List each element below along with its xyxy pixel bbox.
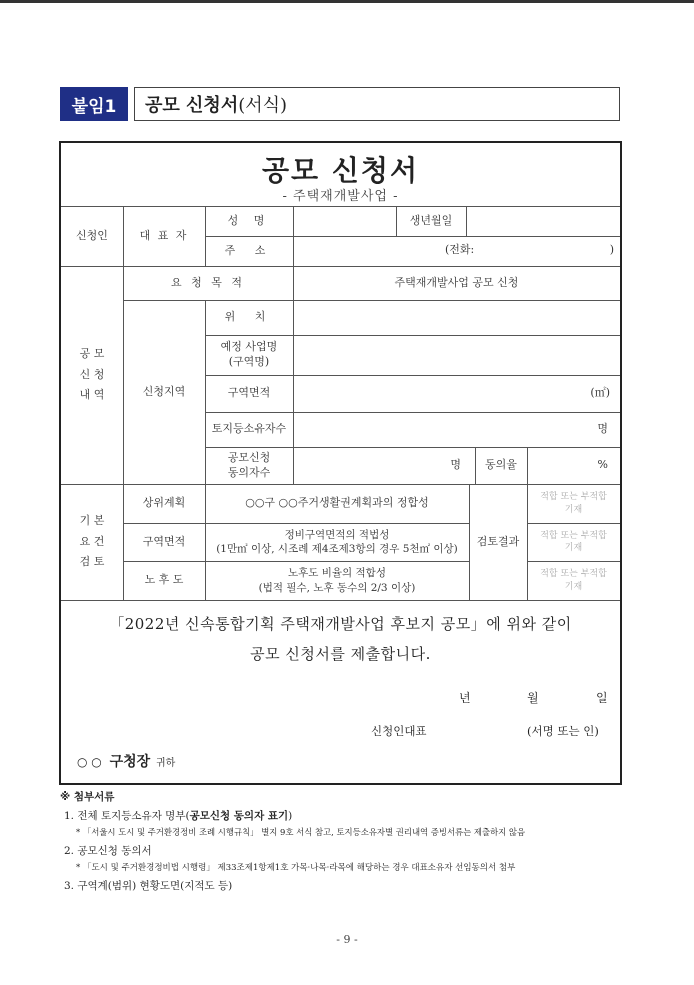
signer-label: 신청인대표 [371, 724, 427, 738]
phone-label: (전화: [445, 243, 475, 256]
attachment-item-1 [64, 808, 292, 823]
address-label: 주 소 [224, 243, 274, 257]
review-row-content: 정비구역면적의 적법성 (1만㎡ 이상, 시조례 제4조제3항의 경우 5천㎡ 이상) [216, 528, 458, 555]
name-label: 성 명 [227, 213, 271, 227]
attachment-note-1: * 「서울시 도시 및 주거환경정비 조례 시행규칙」 별지 9호 서식 참고, 토지등소유자별 권리내역 증빙서류는 제출하지 않음 [76, 827, 526, 837]
review-row-label: 구역면적 [142, 534, 186, 548]
recipient-prefix: ○ ○ [77, 755, 102, 769]
page-number: - 9 - [336, 933, 358, 946]
consent-rate-label: 동의율 [485, 458, 517, 472]
form-subtitle: - 주택재개발사업 - [282, 189, 399, 204]
document-heading [134, 87, 620, 121]
details-section-label: 공 모 신 청 내 역 [79, 346, 105, 402]
attachments-title: ※ 첨부서류 [60, 791, 115, 803]
project-name-field[interactable] [293, 335, 620, 375]
review-row-label: 노 후 도 [144, 573, 184, 587]
attachment-tag: 붙임1 [60, 87, 128, 121]
consent-label: 공모신청 동의자수 [227, 450, 271, 479]
date-month: 월 [527, 691, 539, 705]
application-form [59, 141, 622, 785]
top-border [0, 0, 694, 3]
recipient-suffix: 귀하 [156, 758, 176, 769]
heading-rest: (서식) [238, 95, 288, 116]
location-label: 위 치 [224, 310, 274, 324]
consent-unit: 명 [450, 458, 461, 472]
zone-area-unit: (㎡) [590, 386, 610, 400]
owners-unit: 명 [597, 422, 608, 436]
recipient: 구청장 [109, 754, 151, 770]
attachment-bold: 공모신청 동의자 표기 [189, 810, 289, 822]
representative-label: 대 표 자 [139, 228, 189, 242]
attachment-text: 1. 전체 토지등소유자 명부( [64, 810, 190, 822]
declaration-line1: 「2022년 신속통합기획 주택재개발사업 후보지 공모」에 위와 같이 [109, 615, 572, 633]
attachment-tail: ) [288, 810, 293, 822]
recipient-line [77, 751, 175, 771]
declaration-line2: 공모 신청서를 제출합니다. [250, 645, 431, 663]
attachment-item-2: 2. 공모신청 동의서 [64, 845, 152, 857]
review-row-content: 노후도 비율의 적합성 (법적 필수, 노후 동수의 2/3 이상) [258, 567, 416, 594]
review-section-label: 기 본 요 건 검 토 [79, 513, 105, 569]
address-field[interactable] [293, 236, 620, 266]
dob-field[interactable] [466, 206, 620, 236]
dob-label: 생년월일 [409, 213, 453, 227]
project-name-label: 예정 사업명 (구역명) [220, 340, 278, 368]
consent-field[interactable] [293, 447, 475, 484]
owners-field[interactable] [293, 412, 620, 447]
review-row-result: 적합 또는 부적합 기재 [540, 492, 607, 515]
sign-hint: (서명 또는 인) [527, 724, 599, 738]
review-result-label: 검토결과 [476, 534, 520, 548]
review-row-result: 적합 또는 부적합 기재 [540, 569, 607, 592]
zone-area-label: 구역면적 [227, 386, 271, 400]
form-title: 공모 신청서 [262, 154, 419, 187]
attachment-note-2: * 「도시 및 주거환경정비법 시행령」 제33조제1항제1호 가목·나목·라목에 해당하는 경우 대표소유자 선임동의서 첨부 [76, 863, 516, 873]
location-field[interactable] [293, 300, 620, 335]
date-year: 년 [459, 691, 471, 705]
review-row-result: 적합 또는 부적합 기재 [540, 530, 607, 553]
owners-label: 토지등소유자수 [211, 422, 287, 436]
consent-rate-unit: % [597, 458, 608, 472]
heading-bold: 공모 신청서 [145, 95, 239, 116]
purpose-value: 주택재개발사업 공모 신청 [394, 275, 519, 289]
attachment-item-3: 3. 구역계(범위) 현황도면(지적도 등) [64, 880, 233, 892]
name-field[interactable] [293, 206, 396, 236]
consent-rate-field[interactable] [527, 447, 620, 484]
applicant-section-label: 신청인 [76, 228, 108, 242]
review-row-label: 상위계획 [142, 496, 186, 510]
review-row-content: ○○구 ○○주거생활권계획과의 정합성 [245, 496, 429, 510]
zone-area-field[interactable] [293, 375, 620, 412]
purpose-label: 요 청 목 적 [171, 275, 245, 289]
area-group-label: 신청지역 [142, 384, 186, 398]
date-day: 일 [596, 691, 608, 705]
phone-close: ) [609, 243, 614, 256]
